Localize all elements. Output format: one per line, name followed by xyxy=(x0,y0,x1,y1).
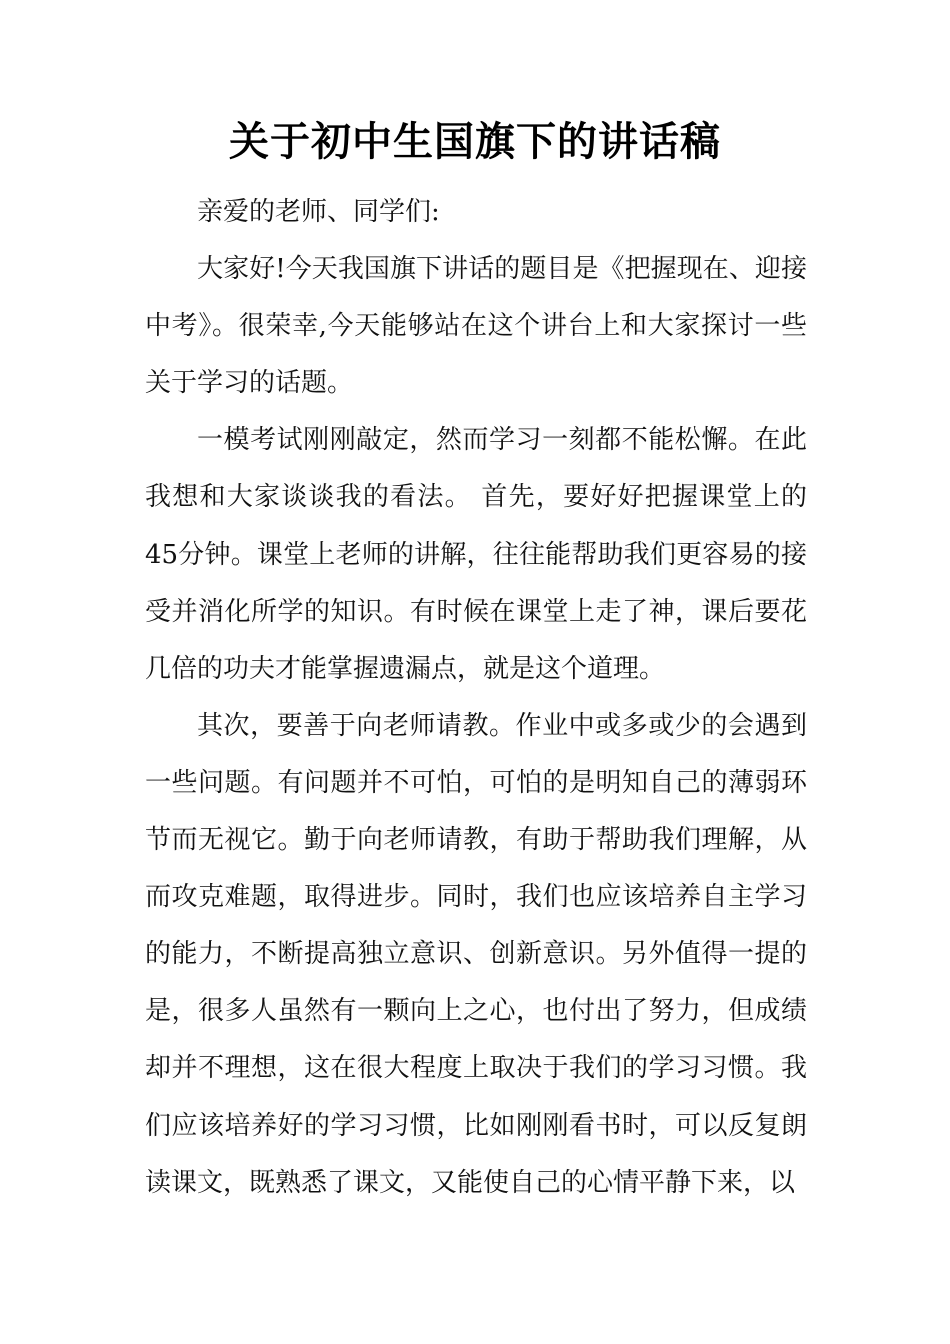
paragraph-opening: 大家好!今天我国旗下讲话的题目是《把握现在、迎接中考》。很荣幸,今天能够站在这个讲台上和大家探讨一些关于学习的话题。 xyxy=(145,254,807,399)
paragraph-first-point: 一模考试刚刚敲定，然而学习一刻都不能松懈。在此我想和大家谈谈我的看法。 首先，要好好把握课堂上的45分钟。课堂上老师的讲解，往往能帮助我们更容易的接受并消化所学的知识。有时候在课堂上走了神，课后要花几倍的功夫才能掌握遗漏点，就是这个道理。 xyxy=(145,425,807,684)
paragraph-greeting: 亲爱的老师、同学们: xyxy=(197,197,440,227)
paragraph-second-point: 其次，要善于向老师请教。作业中或多或少的会遇到一些问题。有问题并不可怕，可怕的是明知自己的薄弱环节而无视它。勤于向老师请教，有助于帮助我们理解，从而攻克难题，取得进步。同时，我们也应该培养自主学习的能力，不断提高独立意识、创新意识。另外值得一提的是，很多人虽然有一颗向上之心，也付出了努力，但成绩却并不理想，这在很大程度上取决于我们的学习习惯。我们应该培养好的学习习惯，比如刚刚看书时，可以反复朗读课文，既熟悉了课文，又能使自己的心情平静下来，以 xyxy=(145,710,807,1198)
document-body xyxy=(145,184,807,1212)
document-title: 关于初中生国旗下的讲话稿 xyxy=(229,118,721,165)
